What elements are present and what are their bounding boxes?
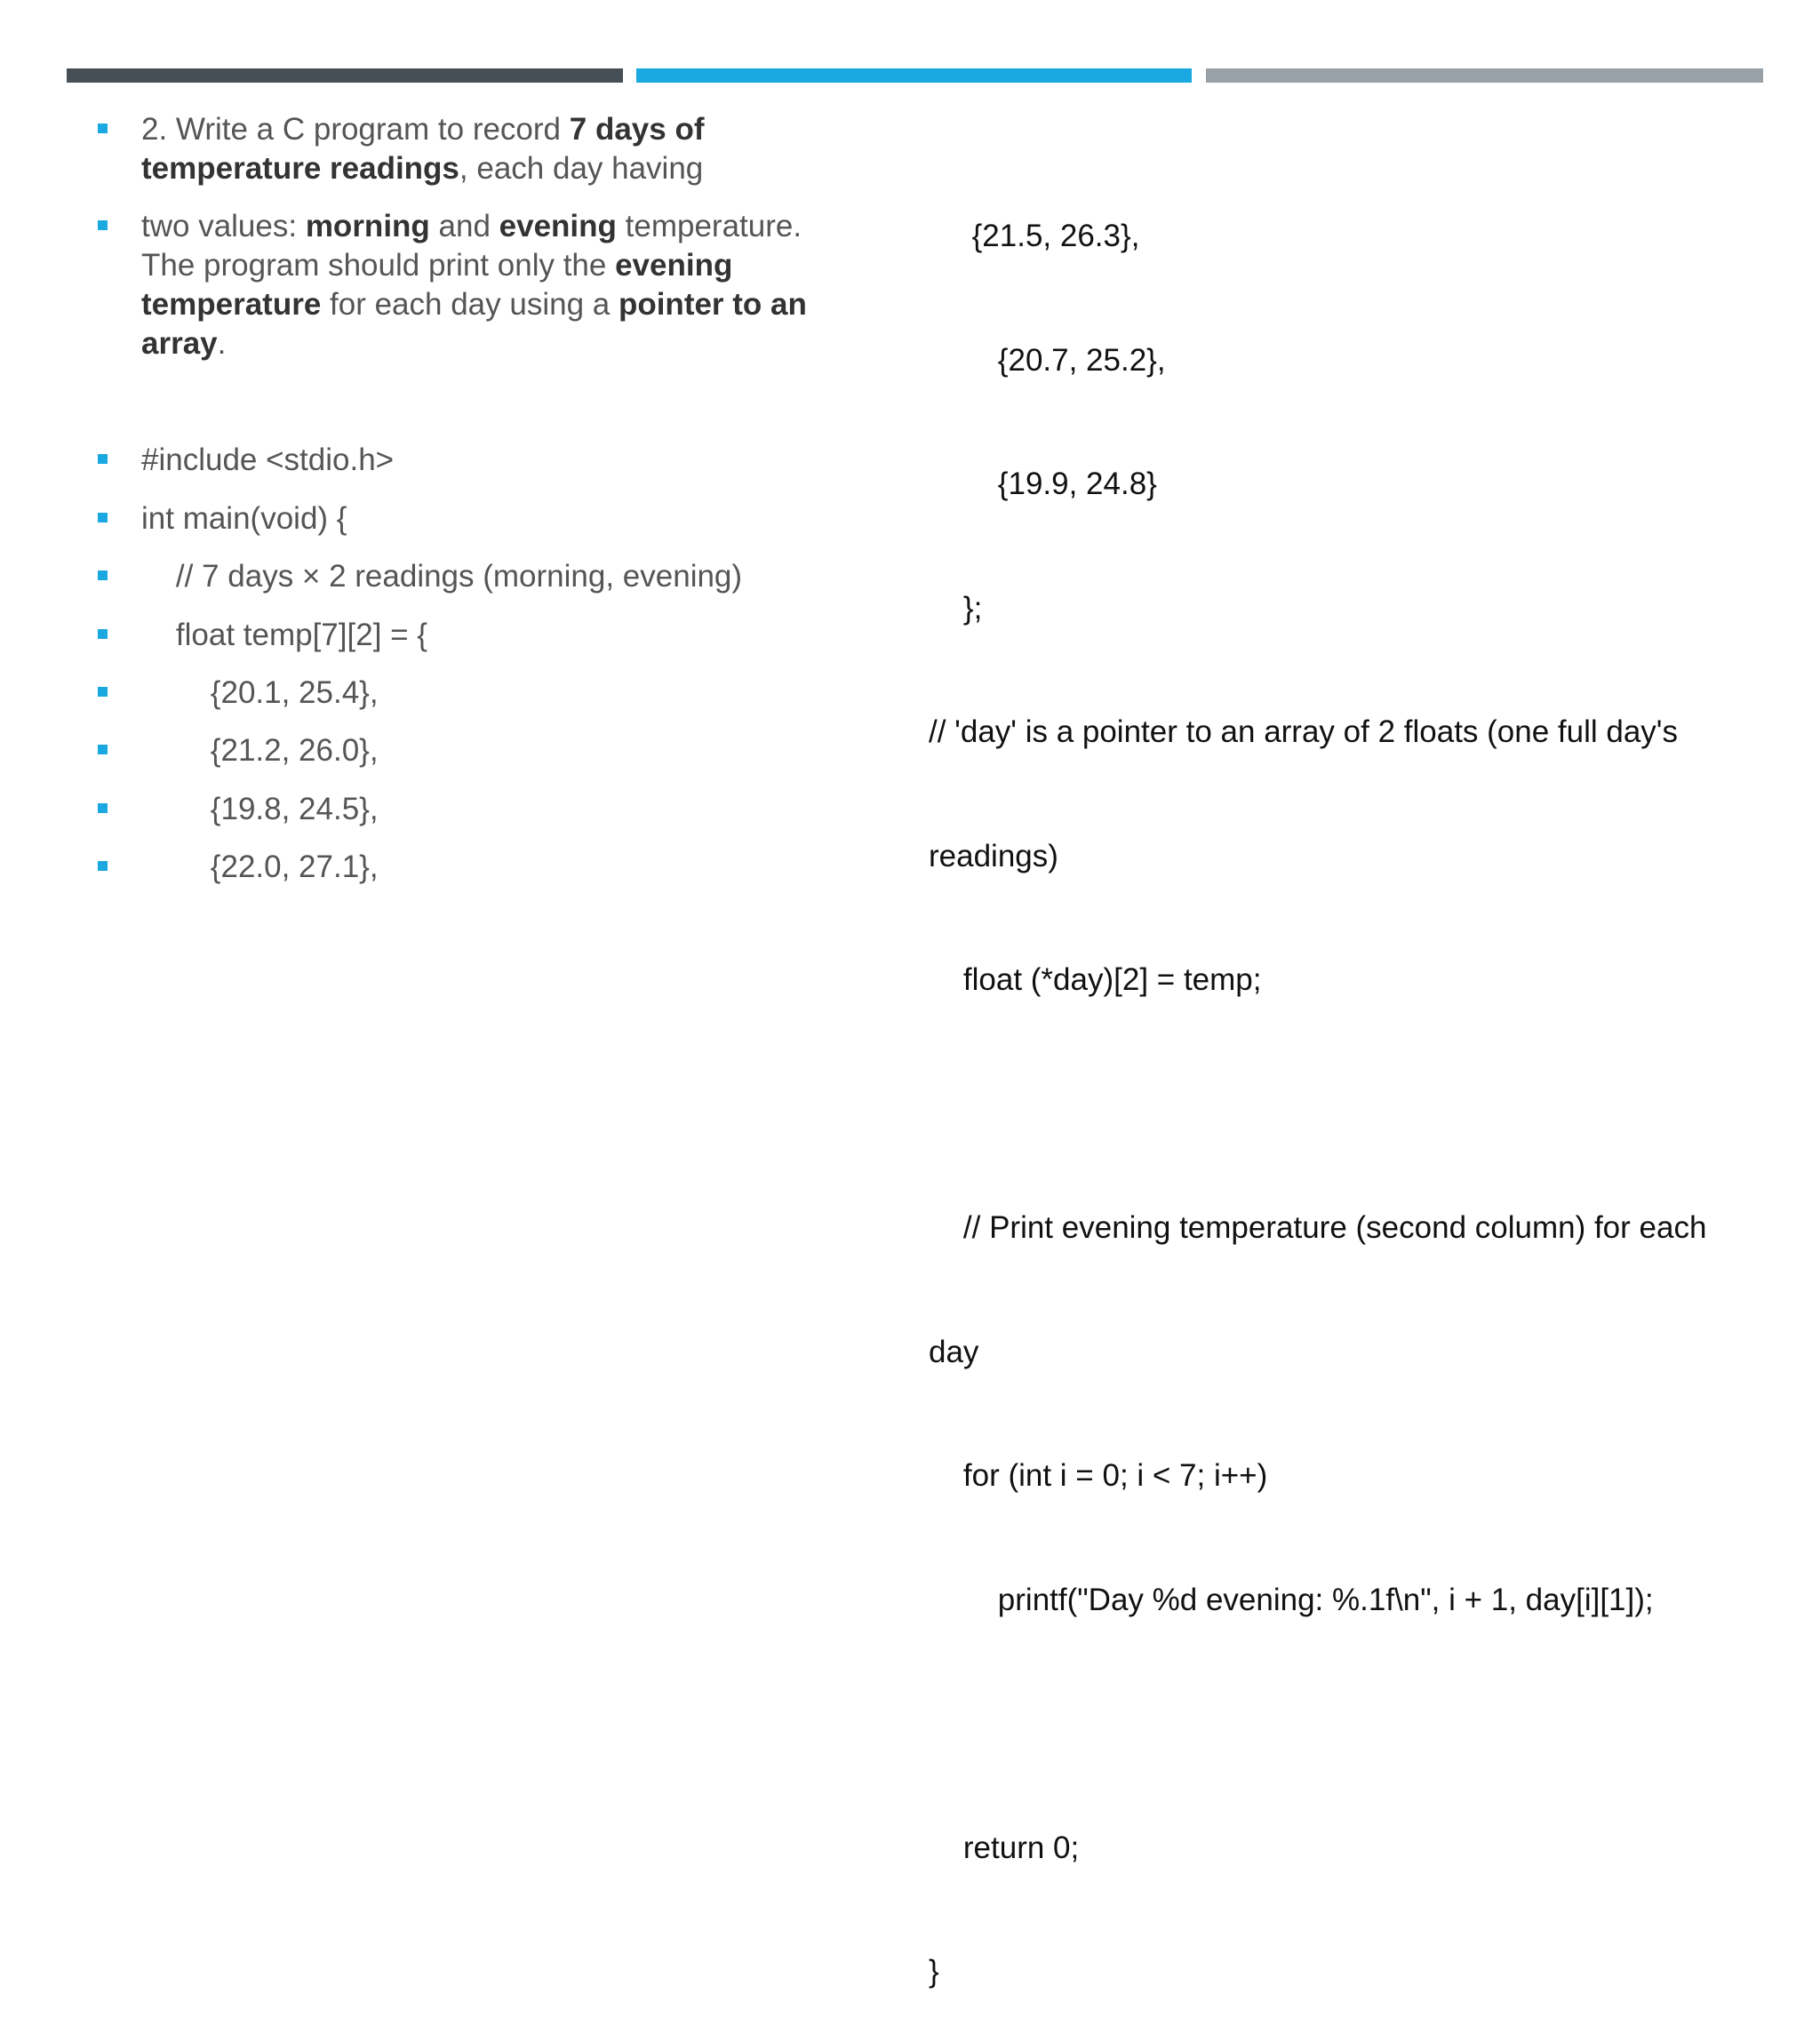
code-line — [929, 1703, 1782, 1745]
text-run: {21.2, 26.0}, — [141, 733, 379, 768]
code-line: float (*day)[2] = temp; — [929, 962, 1262, 997]
bullet-text — [141, 790, 799, 829]
bold-text: evening — [499, 209, 617, 243]
square-bullet-icon — [98, 803, 108, 813]
text-run: two values: — [141, 209, 306, 243]
text-run: {22.0, 27.1}, — [141, 849, 379, 884]
code-line: // 'day' is a pointer to an array of 2 floats (one full day's — [929, 714, 1678, 749]
bullet-text — [141, 616, 799, 655]
text-run: #include <stdio.h> — [141, 443, 395, 477]
bold-text: 7 days of — [569, 112, 705, 147]
bullet-list — [0, 0, 889, 1024]
text-run: {20.1, 25.4}, — [141, 675, 379, 710]
code-line — [929, 1084, 1782, 1126]
bullet-text — [141, 110, 799, 188]
text-run: and — [429, 209, 499, 243]
text-run: . — [217, 326, 227, 361]
bullet-text — [141, 441, 799, 480]
code-block — [929, 133, 1782, 2034]
square-bullet-icon — [98, 687, 108, 697]
square-bullet-icon — [98, 454, 108, 464]
square-bullet-icon — [98, 745, 108, 754]
square-bullet-icon — [98, 629, 108, 639]
header-bar-gray — [1206, 68, 1763, 83]
code-line: readings) — [929, 838, 1058, 873]
bullet-text — [141, 499, 799, 538]
code-line: printf("Day %d evening: %.1f\n", i + 1, day[i][1]); — [929, 1582, 1654, 1617]
bullet-text — [141, 674, 799, 713]
square-bullet-icon — [98, 513, 108, 522]
bullet-text — [141, 207, 807, 363]
square-bullet-icon — [98, 861, 108, 871]
bullet-text — [141, 557, 799, 596]
bullet-text — [141, 731, 799, 770]
bold-text: array — [141, 326, 218, 361]
square-bullet-icon — [98, 570, 108, 580]
square-bullet-icon — [98, 220, 108, 230]
code-line: } — [929, 1954, 939, 1989]
code-line: // Print evening temperature (second column) for each — [929, 1210, 1707, 1245]
text-run: temperature. The program should print only the — [141, 209, 802, 283]
square-bullet-icon — [98, 124, 108, 133]
code-line: }; — [929, 590, 983, 626]
code-line: return 0; — [929, 1830, 1080, 1865]
text-run: 2. Write a C program to record — [141, 112, 570, 147]
bullet-text — [141, 848, 799, 887]
code-line: {20.7, 25.2}, — [929, 342, 1166, 378]
text-run: int main(void) { — [141, 501, 347, 536]
text-run: {19.8, 24.5}, — [141, 792, 379, 826]
code-line: day — [929, 1334, 979, 1369]
code-line: {19.9, 24.8} — [929, 467, 1157, 501]
bold-text: temperature — [141, 287, 322, 322]
bold-text: morning — [305, 209, 430, 243]
text-run: // 7 days × 2 readings (morning, evening) — [141, 559, 743, 594]
bold-text: pointer to an — [618, 287, 807, 322]
bold-text: evening — [615, 248, 733, 283]
code-line: {21.5, 26.3}, — [929, 219, 1140, 253]
bold-text: temperature readings — [141, 151, 459, 186]
code-line: for (int i = 0; i < 7; i++) — [929, 1458, 1268, 1493]
text-run: float temp[7][2] = { — [141, 618, 427, 652]
text-run: for each day using a — [321, 287, 619, 322]
text-run: , each day having — [459, 151, 704, 186]
